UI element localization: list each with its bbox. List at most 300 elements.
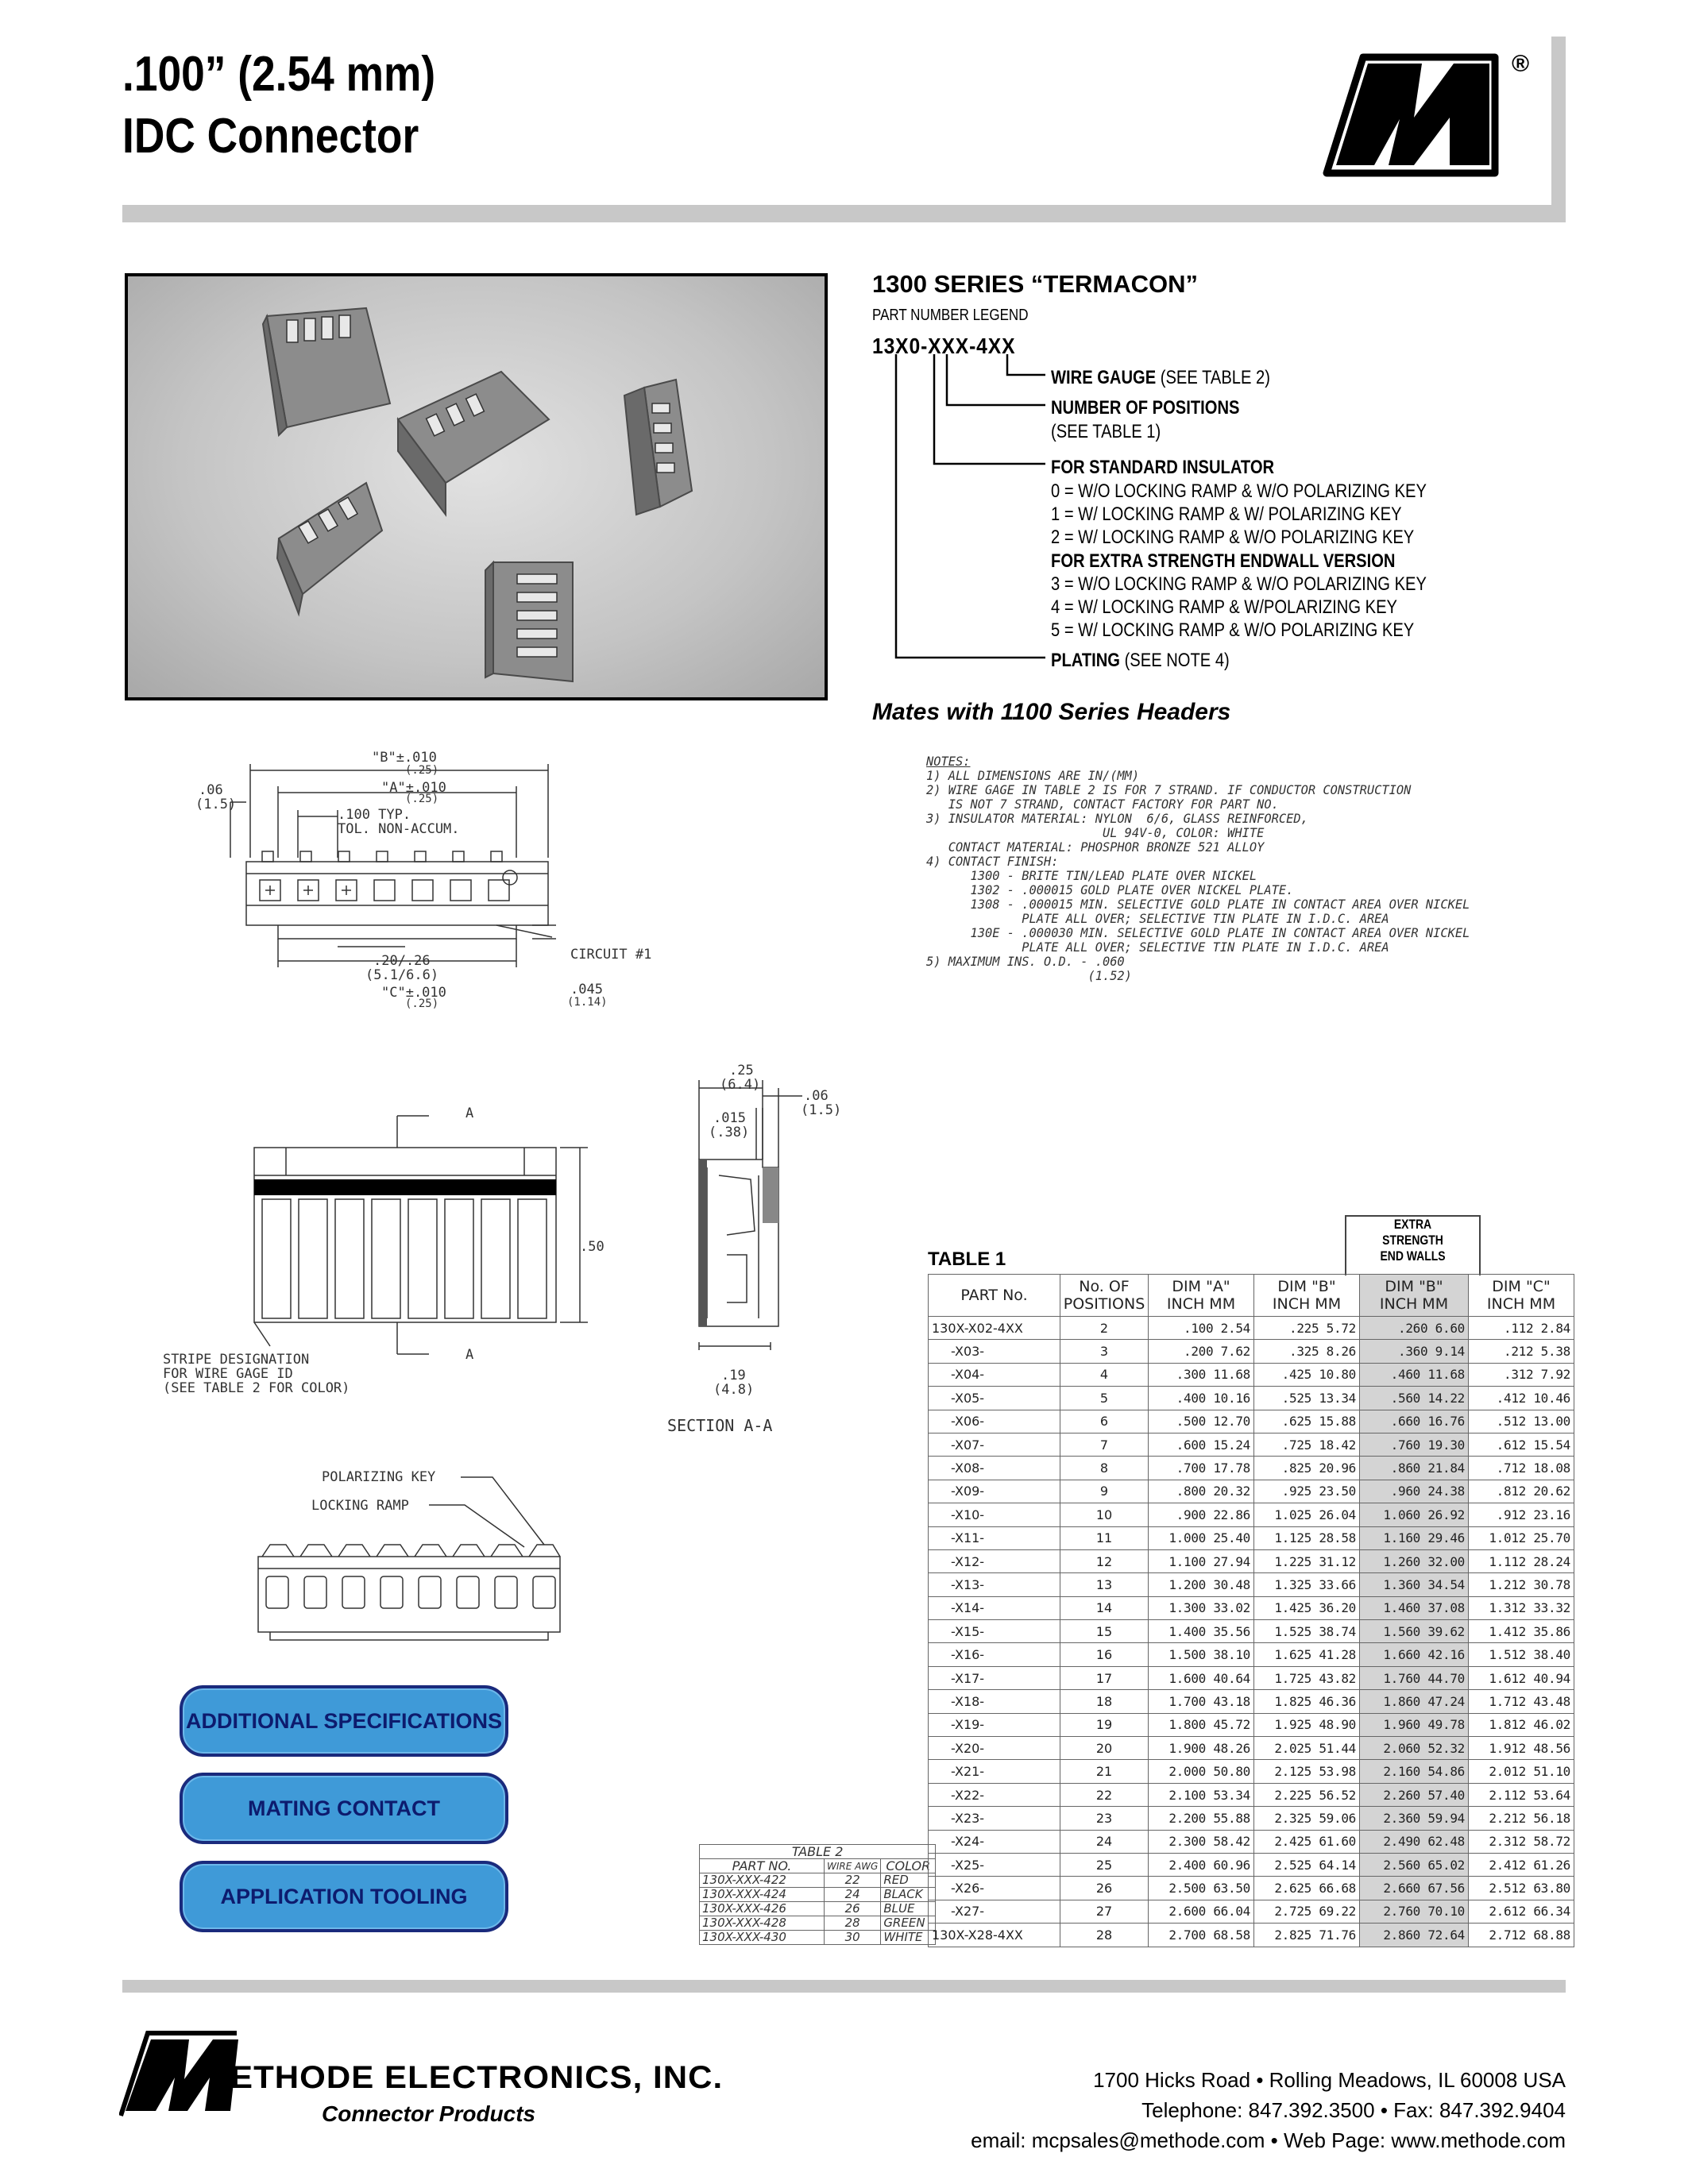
note-line: 1300 - BRITE TIN/LEAD PLATE OVER NICKEL (926, 868, 1257, 883)
legend-extra-option-4: 4 = W/ LOCKING RAMP & W/POLARIZING KEY (1051, 596, 1397, 618)
methode-footer-logo-icon (119, 2024, 238, 2119)
note-line: (1.52) (926, 968, 1132, 983)
legend-extra-option-5: 5 = W/ LOCKING RAMP & W/O POLARIZING KEY (1051, 619, 1415, 641)
legend-std-option-1: 1 = W/ LOCKING RAMP & W/ POLARIZING KEY (1051, 504, 1402, 525)
table1-cell-part: -X17- (929, 1666, 1060, 1689)
table1-cell-dim-a: 1.900 48.26 (1149, 1737, 1254, 1760)
table1-cell-dim-c: 1.312 33.32 (1469, 1596, 1574, 1619)
table1-cell-dim-c: 1.412 35.86 (1469, 1620, 1574, 1643)
table-2 (699, 1844, 936, 1945)
table2-cell-part: 130X-XXX-426 (700, 1902, 825, 1916)
table1-cell-part: -X22- (929, 1783, 1060, 1806)
table1-row (929, 1760, 1574, 1783)
table1-cell-dim-a: 1.400 35.56 (1149, 1620, 1254, 1643)
table1-cell-dim-b-extra: .760 19.30 (1360, 1433, 1469, 1456)
table2-cell-awg: 22 (825, 1873, 881, 1888)
table1-cell-dim-a: .100 2.54 (1149, 1317, 1254, 1340)
dim-25: .25 (729, 1063, 754, 1078)
table1-cell-dim-b-extra: 2.490 62.48 (1360, 1830, 1469, 1853)
table1-cell-dim-b-extra: 2.760 70.10 (1360, 1900, 1469, 1923)
table2-row (700, 1916, 936, 1931)
dim-20: .20/.26 (373, 953, 431, 969)
dim-19: .19 (721, 1368, 746, 1383)
application-tooling-button[interactable]: APPLICATION TOOLING (180, 1861, 508, 1932)
table1-cell-dim-a: 2.700 68.58 (1149, 1924, 1254, 1947)
table1-cell-positions: 11 (1060, 1526, 1149, 1549)
table1-row (929, 1503, 1574, 1526)
table1-cell-dim-c: 1.712 43.48 (1469, 1690, 1574, 1713)
table1-cell-dim-b-extra: .960 24.38 (1360, 1480, 1469, 1503)
table1-cell-dim-b: 1.925 48.90 (1254, 1713, 1360, 1736)
table1-cell-dim-b: .525 13.34 (1254, 1387, 1360, 1410)
table1-row (929, 1690, 1574, 1713)
table1-row (929, 1807, 1574, 1830)
table1-row (929, 1924, 1574, 1947)
table1-cell-dim-b: .925 23.50 (1254, 1480, 1360, 1503)
table1-cell-dim-b-extra: 1.160 29.46 (1360, 1526, 1469, 1549)
bottom-view-drawing (238, 1461, 580, 1644)
table1-cell-dim-b-extra: 2.160 54.86 (1360, 1760, 1469, 1783)
table1-cell-dim-b-extra: 1.860 47.24 (1360, 1690, 1469, 1713)
page-title-line2: IDC Connector (122, 109, 419, 164)
table1-cell-dim-a: 1.300 33.02 (1149, 1596, 1254, 1619)
dim-a: "A"±.010 (381, 780, 446, 796)
table1-cell-dim-b-extra: 1.660 42.16 (1360, 1643, 1469, 1666)
legend-num-positions-note: (SEE TABLE 1) (1051, 421, 1161, 442)
table1-cell-dim-b: 2.825 71.76 (1254, 1924, 1360, 1947)
table1-row (929, 1363, 1574, 1386)
table1-cell-dim-b-extra: .260 6.60 (1360, 1317, 1469, 1340)
table1-cell-dim-c: 1.812 46.02 (1469, 1713, 1574, 1736)
legend-leader-lines (872, 354, 1047, 672)
locking-ramp-label: LOCKING RAMP (311, 1498, 409, 1514)
note-line: CONTACT MATERIAL: PHOSPHOR BRONZE 521 ALLOY (926, 839, 1265, 855)
table1-cell-dim-b: 2.325 59.06 (1254, 1807, 1360, 1830)
table1-cell-dim-b: 2.125 53.98 (1254, 1760, 1360, 1783)
note-line: PLATE ALL OVER; SELECTIVE TIN PLATE IN I.D.C. AREA (926, 940, 1389, 955)
table1-header-b-extra: DIM "B" INCH MM (1360, 1275, 1469, 1317)
dim-50: .50 (580, 1239, 605, 1255)
table1-cell-part: -X08- (929, 1457, 1060, 1480)
table2-cell-color: GREEN (881, 1916, 936, 1931)
notes-block (926, 754, 1470, 983)
table1-cell-dim-b: 1.225 31.12 (1254, 1549, 1360, 1572)
table1-cell-dim-a: 1.100 27.94 (1149, 1549, 1254, 1572)
dim-c-mm: (.25) (405, 997, 439, 1010)
table1-row (929, 1900, 1574, 1923)
table1-row (929, 1573, 1574, 1596)
table1-cell-dim-b-extra: 1.360 34.54 (1360, 1573, 1469, 1596)
table1-cell-dim-a: .500 12.70 (1149, 1410, 1254, 1433)
table1-cell-part: -X13- (929, 1573, 1060, 1596)
table1-row (929, 1433, 1574, 1456)
extra-header-line: STRENGTH (1382, 1233, 1443, 1248)
product-photo (125, 273, 828, 700)
table1-cell-part: -X26- (929, 1877, 1060, 1900)
table1-row (929, 1713, 1574, 1736)
table1-cell-part: -X24- (929, 1830, 1060, 1853)
table1-header-c: DIM "C" INCH MM (1469, 1275, 1574, 1317)
table1-cell-dim-a: .300 11.68 (1149, 1363, 1254, 1386)
table2-cell-part: 130X-XXX-424 (700, 1888, 825, 1902)
table2-header-part: PART NO. (700, 1859, 825, 1873)
table1-cell-dim-c: 1.212 30.78 (1469, 1573, 1574, 1596)
dim-015-mm: (.38) (709, 1125, 750, 1140)
table1-cell-dim-b-extra: .460 11.68 (1360, 1363, 1469, 1386)
table1-cell-positions: 28 (1060, 1924, 1149, 1947)
dim-typ: .100 TYP. (338, 807, 411, 823)
table1-row (929, 1596, 1574, 1619)
table1-cell-positions: 20 (1060, 1737, 1149, 1760)
table1-cell-dim-a: 2.100 53.34 (1149, 1783, 1254, 1806)
table1-cell-dim-c: 1.912 48.56 (1469, 1737, 1574, 1760)
table1-cell-part: -X21- (929, 1760, 1060, 1783)
table1-cell-dim-b-extra: 2.060 52.32 (1360, 1737, 1469, 1760)
table1-row (929, 1549, 1574, 1572)
table1-cell-dim-a: 2.000 50.80 (1149, 1760, 1254, 1783)
front-view-drawing (238, 1100, 604, 1362)
table1-cell-part: -X16- (929, 1643, 1060, 1666)
section-mark-a-top: A (465, 1106, 474, 1121)
table1-row (929, 1737, 1574, 1760)
table1-row (929, 1387, 1574, 1410)
table1-cell-positions: 7 (1060, 1433, 1149, 1456)
table1-row (929, 1783, 1574, 1806)
table1-cell-dim-a: 1.200 30.48 (1149, 1573, 1254, 1596)
table1-row (929, 1410, 1574, 1433)
table1-cell-dim-b-extra: 2.560 65.02 (1360, 1853, 1469, 1876)
table1-cell-dim-b: 1.625 41.28 (1254, 1643, 1360, 1666)
table1-cell-dim-b: 2.425 61.60 (1254, 1830, 1360, 1853)
legend-std-option-0: 0 = W/O LOCKING RAMP & W/O POLARIZING KEY (1051, 480, 1427, 502)
table1-row (929, 1877, 1574, 1900)
polarizing-key-label: POLARIZING KEY (322, 1469, 436, 1485)
table1-cell-dim-b-extra: .860 21.84 (1360, 1457, 1469, 1480)
table1-cell-dim-b: .425 10.80 (1254, 1363, 1360, 1386)
table2-cell-awg: 24 (825, 1888, 881, 1902)
table1-cell-positions: 19 (1060, 1713, 1149, 1736)
table1-cell-dim-a: 1.000 25.40 (1149, 1526, 1254, 1549)
note-line: 3) INSULATOR MATERIAL: NYLON 6/6, GLASS REINFORCED, (926, 811, 1308, 826)
dim-015: .015 (713, 1110, 746, 1126)
dim-tol: TOL. NON-ACCUM. (338, 821, 460, 837)
dim-b: "B"±.010 (372, 750, 437, 766)
table1-row (929, 1620, 1574, 1643)
table1-cell-dim-a: .400 10.16 (1149, 1387, 1254, 1410)
page-title-line1: .100” (2.54 mm) (122, 47, 436, 102)
table1-cell-dim-b: 1.425 36.20 (1254, 1596, 1360, 1619)
table1-cell-dim-b-extra: 2.660 67.56 (1360, 1877, 1469, 1900)
table2-header-color: COLOR (881, 1859, 936, 1873)
note-line: 4) CONTACT FINISH: (926, 854, 1059, 869)
table2-cell-part: 130X-XXX-422 (700, 1873, 825, 1888)
table1-row (929, 1666, 1574, 1689)
table1-cell-dim-c: 2.712 68.88 (1469, 1924, 1574, 1947)
header-divider (122, 205, 1566, 222)
table1-cell-dim-a: .200 7.62 (1149, 1340, 1254, 1363)
table1-cell-dim-c: 2.112 53.64 (1469, 1783, 1574, 1806)
note-line: 130E - .000030 MIN. SELECTIVE GOLD PLATE IN CONTACT AREA OVER NICKEL (926, 925, 1470, 940)
table2-header-awg: WIRE AWG (825, 1859, 881, 1873)
note-line: 1308 - .000015 MIN. SELECTIVE GOLD PLATE IN CONTACT AREA OVER NICKEL (926, 897, 1470, 912)
table1-row (929, 1317, 1574, 1340)
table1-cell-dim-b-extra: 1.060 26.92 (1360, 1503, 1469, 1526)
table1-cell-part: -X20- (929, 1737, 1060, 1760)
table1-cell-part: -X12- (929, 1549, 1060, 1572)
table1-cell-positions: 12 (1060, 1549, 1149, 1572)
section-mark-a-bottom: A (465, 1347, 474, 1363)
table1-cell-dim-c: 2.012 51.10 (1469, 1760, 1574, 1783)
circuit-label: CIRCUIT #1 (570, 947, 652, 963)
table1-cell-dim-b-extra: 2.860 72.64 (1360, 1924, 1469, 1947)
table1-cell-dim-a: 1.500 38.10 (1149, 1643, 1254, 1666)
table1-cell-positions: 10 (1060, 1503, 1149, 1526)
dim-c: "C"±.010 (381, 985, 446, 1001)
table1-row (929, 1526, 1574, 1549)
dim-045-mm: (1.14) (567, 996, 608, 1009)
table1-cell-dim-b: .825 20.96 (1254, 1457, 1360, 1480)
extra-header-line: END WALLS (1380, 1248, 1446, 1264)
table1-cell-positions: 5 (1060, 1387, 1149, 1410)
dim-20-mm: (5.1/6.6) (365, 967, 439, 983)
table1-cell-part: -X07- (929, 1433, 1060, 1456)
dim-06: .06 (199, 782, 223, 798)
part-number-code: 13X0-XXX-4XX (872, 334, 1016, 358)
table1-cell-part: -X18- (929, 1690, 1060, 1713)
table1-cell-positions: 25 (1060, 1853, 1149, 1876)
part-number-legend-label: PART NUMBER LEGEND (872, 307, 1029, 324)
table1-cell-dim-c: 2.612 66.34 (1469, 1900, 1574, 1923)
note-line: 1302 - .000015 GOLD PLATE OVER NICKEL PLATE. (926, 882, 1294, 897)
wire-gage-stripe (254, 1179, 556, 1195)
table1-cell-dim-b: 1.525 38.74 (1254, 1620, 1360, 1643)
table1-cell-positions: 27 (1060, 1900, 1149, 1923)
table1-cell-dim-b-extra: 2.260 57.40 (1360, 1783, 1469, 1806)
table1-row (929, 1853, 1574, 1876)
table1-cell-dim-a: 1.600 40.64 (1149, 1666, 1254, 1689)
table2-cell-awg: 30 (825, 1931, 881, 1945)
table1-cell-dim-b: .725 18.42 (1254, 1433, 1360, 1456)
mating-contact-button[interactable]: MATING CONTACT (180, 1773, 508, 1844)
table1-cell-positions: 13 (1060, 1573, 1149, 1596)
table1-cell-positions: 14 (1060, 1596, 1149, 1619)
table1-cell-positions: 16 (1060, 1643, 1149, 1666)
table1-cell-dim-c: 1.612 40.94 (1469, 1666, 1574, 1689)
table1-cell-dim-b: 1.025 26.04 (1254, 1503, 1360, 1526)
table1-cell-dim-b: 2.725 69.22 (1254, 1900, 1360, 1923)
stripe-label-2: FOR WIRE GAGE ID (163, 1366, 293, 1382)
table1-cell-dim-a: 1.800 45.72 (1149, 1713, 1254, 1736)
table1-cell-part: -X27- (929, 1900, 1060, 1923)
registered-mark: ® (1512, 51, 1530, 77)
legend-wire-gauge: WIRE GAUGE (SEE TABLE 2) (1051, 367, 1270, 388)
table1-row (929, 1643, 1574, 1666)
table1-cell-positions: 26 (1060, 1877, 1149, 1900)
dim-045: .045 (570, 982, 603, 997)
table2-cell-color: BLUE (881, 1902, 936, 1916)
company-name: ETHODE ELECTRONICS, INC. (230, 2060, 724, 2095)
note-line: 2) WIRE GAGE IN TABLE 2 IS FOR 7 STRAND. IF CONDUCTOR CONSTRUCTION (926, 782, 1412, 797)
table1-cell-part: -X05- (929, 1387, 1060, 1410)
table1-cell-dim-b-extra: 1.560 39.62 (1360, 1620, 1469, 1643)
footer-divider (122, 1980, 1566, 1993)
table1-cell-dim-a: 2.600 66.04 (1149, 1900, 1254, 1923)
table1-cell-part: -X25- (929, 1853, 1060, 1876)
contact-block (971, 2065, 1566, 2155)
table1-cell-positions: 17 (1060, 1666, 1149, 1689)
table2-cell-part: 130X-XXX-430 (700, 1931, 825, 1945)
table1-cell-dim-b-extra: 1.460 37.08 (1360, 1596, 1469, 1619)
table1-cell-dim-b-extra: 2.360 59.94 (1360, 1807, 1469, 1830)
table1-cell-positions: 8 (1060, 1457, 1149, 1480)
table1-cell-part: -X09- (929, 1480, 1060, 1503)
table2-row (700, 1888, 936, 1902)
division-name: Connector Products (322, 2101, 536, 2126)
table1-cell-dim-a: 2.500 63.50 (1149, 1877, 1254, 1900)
mates-with-text: Mates with 1100 Series Headers (872, 699, 1231, 725)
note-line: 1) ALL DIMENSIONS ARE IN/(MM) (926, 768, 1140, 783)
table1-cell-dim-a: 1.700 43.18 (1149, 1690, 1254, 1713)
table1-cell-part: -X19- (929, 1713, 1060, 1736)
phone-line: Telephone: 847.392.3500 • Fax: 847.392.9404 (1141, 2098, 1566, 2122)
table1-cell-part: -X03- (929, 1340, 1060, 1363)
dim-06b: .06 (804, 1088, 829, 1104)
legend-extra-strength: FOR EXTRA STRENGTH ENDWALL VERSION (1051, 550, 1396, 572)
table1-cell-dim-a: .600 15.24 (1149, 1433, 1254, 1456)
table1-row (929, 1480, 1574, 1503)
table1-cell-dim-c: .912 23.16 (1469, 1503, 1574, 1526)
series-title: 1300 SERIES “TERMACON” (872, 270, 1198, 298)
table1-cell-dim-c: .112 2.84 (1469, 1317, 1574, 1340)
table1-cell-dim-b-extra: 1.260 32.00 (1360, 1549, 1469, 1572)
table1-cell-positions: 18 (1060, 1690, 1149, 1713)
note-line: IS NOT 7 STRAND, CONTACT FACTORY FOR PART NO. (926, 797, 1279, 812)
table1-cell-positions: 6 (1060, 1410, 1149, 1433)
table1-cell-dim-c: .212 5.38 (1469, 1340, 1574, 1363)
note-line: PLATE ALL OVER; SELECTIVE TIN PLATE IN I.D.C. AREA (926, 911, 1389, 926)
table1-cell-positions: 3 (1060, 1340, 1149, 1363)
table1-cell-dim-a: 2.400 60.96 (1149, 1853, 1254, 1876)
table1-title: TABLE 1 (928, 1248, 1006, 1270)
web-line: email: mcpsales@methode.com • Web Page: www.methode.com (971, 2128, 1566, 2152)
table1-cell-dim-b: 2.225 56.52 (1254, 1783, 1360, 1806)
table1-cell-part: 130X-X02-4XX (929, 1317, 1060, 1340)
table1-header-part: PART No. (929, 1275, 1060, 1317)
table1-cell-dim-c: .412 10.46 (1469, 1387, 1574, 1410)
table1-cell-part: -X10- (929, 1503, 1060, 1526)
header-vertical-bar (1551, 37, 1566, 222)
table1-cell-dim-a: 2.300 58.42 (1149, 1830, 1254, 1853)
methode-logo-icon (1319, 46, 1509, 181)
dim-06-mm: (1.5) (195, 797, 237, 812)
table1-cell-dim-c: .812 20.62 (1469, 1480, 1574, 1503)
table2-cell-awg: 26 (825, 1902, 881, 1916)
table1-cell-dim-a: .900 22.86 (1149, 1503, 1254, 1526)
table2-cell-awg: 28 (825, 1916, 881, 1931)
table1-header-a: DIM "A" INCH MM (1149, 1275, 1254, 1317)
dim-b-mm: (.25) (405, 764, 439, 777)
table1-cell-dim-c: 1.512 38.40 (1469, 1643, 1574, 1666)
legend-extra-option-3: 3 = W/O LOCKING RAMP & W/O POLARIZING KEY (1051, 573, 1427, 595)
legend-plating: PLATING (SEE NOTE 4) (1051, 650, 1230, 671)
table1-header-positions: No. OF POSITIONS (1060, 1275, 1149, 1317)
table1-cell-positions: 21 (1060, 1760, 1149, 1783)
table2-row (700, 1931, 936, 1945)
table1-cell-dim-b: 1.825 46.36 (1254, 1690, 1360, 1713)
table2-row (700, 1902, 936, 1916)
table1-cell-dim-b: 1.325 33.66 (1254, 1573, 1360, 1596)
table1-cell-positions: 15 (1060, 1620, 1149, 1643)
additional-specifications-button[interactable]: ADDITIONAL SPECIFICATIONS (180, 1685, 508, 1757)
table1-cell-dim-c: 2.212 56.18 (1469, 1807, 1574, 1830)
extra-header-line: EXTRA (1393, 1217, 1432, 1232)
table1-cell-dim-b: .225 5.72 (1254, 1317, 1360, 1340)
table1-cell-positions: 9 (1060, 1480, 1149, 1503)
table1-row (929, 1457, 1574, 1480)
table1-row (929, 1830, 1574, 1853)
stripe-label-3: (SEE TABLE 2 FOR COLOR) (163, 1380, 350, 1396)
table1-cell-dim-c: 2.412 61.26 (1469, 1853, 1574, 1876)
table1-cell-part: -X06- (929, 1410, 1060, 1433)
extra-strength-header (1345, 1215, 1481, 1275)
table1-cell-dim-c: .612 15.54 (1469, 1433, 1574, 1456)
table1-cell-dim-b-extra: .560 14.22 (1360, 1387, 1469, 1410)
table1-cell-part: -X23- (929, 1807, 1060, 1830)
table1-cell-positions: 22 (1060, 1783, 1149, 1806)
table1-cell-part: -X04- (929, 1363, 1060, 1386)
section-label: SECTION A-A (667, 1416, 773, 1435)
table1-cell-dim-a: .800 20.32 (1149, 1480, 1254, 1503)
table1-cell-dim-a: 2.200 55.88 (1149, 1807, 1254, 1830)
table2-row (700, 1873, 936, 1888)
address-line: 1700 Hicks Road • Rolling Meadows, IL 60008 USA (1093, 2068, 1566, 2092)
table-1 (928, 1274, 1574, 1947)
dim-25-mm: (6.4) (720, 1077, 761, 1093)
table1-cell-dim-c: 2.312 58.72 (1469, 1830, 1574, 1853)
table1-cell-dim-c: 1.112 28.24 (1469, 1549, 1574, 1572)
legend-std-option-2: 2 = W/ LOCKING RAMP & W/O POLARIZING KEY (1051, 527, 1415, 548)
table1-cell-dim-c: .712 18.08 (1469, 1457, 1574, 1480)
connectors-illustration (128, 276, 825, 697)
table1-cell-dim-b: .625 15.88 (1254, 1410, 1360, 1433)
table2-cell-part: 130X-XXX-428 (700, 1916, 825, 1931)
table1-cell-positions: 2 (1060, 1317, 1149, 1340)
table2-title: TABLE 2 (700, 1845, 936, 1859)
table1-row (929, 1340, 1574, 1363)
table1-cell-dim-b: 1.125 28.58 (1254, 1526, 1360, 1549)
table1-cell-part: 130X-X28-4XX (929, 1924, 1060, 1947)
table1-cell-dim-b-extra: 1.760 44.70 (1360, 1666, 1469, 1689)
table1-cell-dim-c: .312 7.92 (1469, 1363, 1574, 1386)
legend-num-positions: NUMBER OF POSITIONS (1051, 397, 1240, 419)
dim-a-mm: (.25) (405, 793, 439, 805)
legend-std-insulator: FOR STANDARD INSULATOR (1051, 457, 1275, 478)
table1-cell-part: -X15- (929, 1620, 1060, 1643)
table1-cell-dim-c: .512 13.00 (1469, 1410, 1574, 1433)
table2-cell-color: WHITE (881, 1931, 936, 1945)
table1-cell-dim-b: 2.025 51.44 (1254, 1737, 1360, 1760)
note-line: 5) MAXIMUM INS. O.D. - .060 (926, 954, 1125, 969)
dim-19-mm: (4.8) (713, 1382, 755, 1398)
notes-title: NOTES: (926, 754, 971, 769)
table1-cell-dim-c: 2.512 63.80 (1469, 1877, 1574, 1900)
note-line: UL 94V-0, COLOR: WHITE (926, 825, 1265, 840)
table1-cell-dim-b: .325 8.26 (1254, 1340, 1360, 1363)
table1-cell-dim-b: 2.625 66.68 (1254, 1877, 1360, 1900)
table1-cell-dim-b: 2.525 64.14 (1254, 1853, 1360, 1876)
table1-header-b: DIM "B" INCH MM (1254, 1275, 1360, 1317)
stripe-label-1: STRIPE DESIGNATION (163, 1352, 310, 1368)
